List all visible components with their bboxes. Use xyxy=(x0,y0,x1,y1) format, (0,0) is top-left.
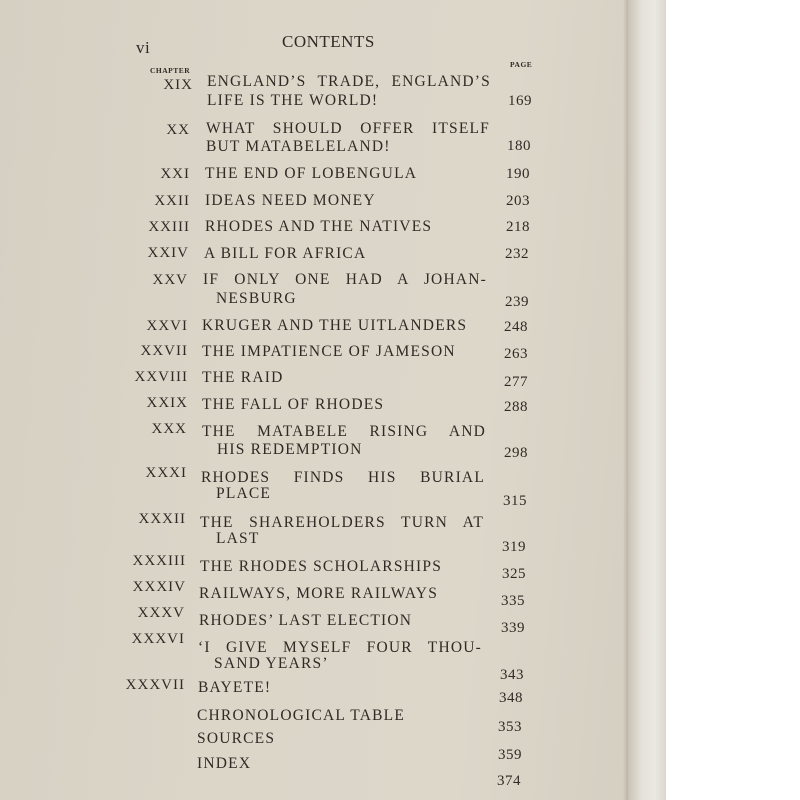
chapter-numeral: XXIII xyxy=(148,219,190,235)
chapter-title: WHAT SHOULD OFFER ITSELF xyxy=(206,120,490,137)
chapter-title-continued: HIS REDEMPTION xyxy=(217,441,363,458)
chapter-numeral: XXI xyxy=(160,166,190,182)
page-title: CONTENTS xyxy=(282,32,375,51)
chapter-title-continued: LAST xyxy=(216,530,260,547)
chapter-column-label: CHAPTER xyxy=(150,66,191,75)
page-number: 180 xyxy=(507,138,531,154)
page-number: 218 xyxy=(506,219,530,235)
page-number: 288 xyxy=(504,399,528,415)
chapter-numeral: XXXVI xyxy=(131,631,185,647)
chapter-numeral: XXXIII xyxy=(132,553,186,569)
page-number: 348 xyxy=(499,690,523,706)
chapter-title: KRUGER AND THE UITLANDERS xyxy=(202,317,468,334)
page-number: 169 xyxy=(508,93,532,109)
page-number: 190 xyxy=(506,166,530,182)
chapter-title: BAYETE! xyxy=(198,679,272,696)
page-number: 203 xyxy=(506,193,530,209)
chapter-numeral: XXVII xyxy=(140,343,188,359)
chapter-numeral: XXVI xyxy=(146,318,188,334)
page-number: 277 xyxy=(504,374,528,390)
chapter-title-continued: LIFE IS THE WORLD! xyxy=(207,92,379,109)
page-number: 325 xyxy=(502,566,526,582)
chapter-numeral: XIX xyxy=(163,77,193,93)
page-number: 239 xyxy=(505,294,529,310)
chapter-numeral: XXX xyxy=(151,421,187,437)
page-number: 319 xyxy=(502,539,526,555)
chapter-numeral: XXXII xyxy=(138,511,186,527)
chapter-title: THE FALL OF RHODES xyxy=(202,396,385,413)
page-number: 343 xyxy=(500,667,524,683)
chapter-numeral: XXIX xyxy=(146,395,188,411)
chapter-numeral: XXIV xyxy=(147,245,189,261)
chapter-title: IF ONLY ONE HAD A JOHAN- xyxy=(203,271,487,288)
chapter-title: CHRONOLOGICAL TABLE xyxy=(197,707,405,724)
chapter-title: INDEX xyxy=(197,755,252,772)
page-column-label: PAGE xyxy=(510,60,533,69)
chapter-title: THE RAID xyxy=(202,369,284,386)
page-number: 248 xyxy=(504,319,528,335)
folio-number: vi xyxy=(136,38,151,57)
page-number: 374 xyxy=(497,773,521,789)
chapter-title: RAILWAYS, MORE RAILWAYS xyxy=(199,585,439,602)
chapter-title-continued: SAND YEARS’ xyxy=(214,655,329,672)
chapter-numeral: XXXVII xyxy=(125,677,185,693)
page-number: 359 xyxy=(498,747,522,763)
chapter-title: THE IMPATIENCE OF JAMESON xyxy=(202,343,456,360)
chapter-title: RHODES’ LAST ELECTION xyxy=(199,612,413,629)
chapter-title: SOURCES xyxy=(197,730,276,747)
chapter-title: ‘I GIVE MYSELF FOUR THOU- xyxy=(198,639,482,656)
page-number: 232 xyxy=(505,246,529,262)
chapter-numeral: XXVIII xyxy=(134,369,188,385)
chapter-title: THE SHAREHOLDERS TURN AT xyxy=(200,514,484,531)
chapter-title: THE END OF LOBENGULA xyxy=(205,165,418,182)
chapter-title: THE MATABELE RISING AND xyxy=(202,423,486,440)
chapter-numeral: XXV xyxy=(152,272,188,288)
chapter-title: THE RHODES SCHOLARSHIPS xyxy=(200,558,443,575)
page-edge xyxy=(628,0,666,800)
white-backdrop xyxy=(666,0,800,800)
chapter-title-continued: NESBURG xyxy=(216,290,297,307)
chapter-numeral: XXXV xyxy=(137,605,185,621)
chapter-title: RHODES AND THE NATIVES xyxy=(205,218,433,235)
chapter-title: IDEAS NEED MONEY xyxy=(205,192,376,209)
chapter-title: A BILL FOR AFRICA xyxy=(204,245,367,262)
chapter-numeral: XXXIV xyxy=(132,579,186,595)
chapter-title: RHODES FINDS HIS BURIAL xyxy=(201,469,485,486)
chapter-title-continued: BUT MATABELELAND! xyxy=(206,138,391,155)
chapter-numeral: XXXI xyxy=(145,465,187,481)
page-number: 298 xyxy=(504,445,528,461)
page-number: 339 xyxy=(501,620,525,636)
page-number: 263 xyxy=(504,346,528,362)
page-number: 353 xyxy=(498,719,522,735)
page-number: 315 xyxy=(503,493,527,509)
chapter-title: ENGLAND’S TRADE, ENGLAND’S xyxy=(207,73,491,90)
chapter-numeral: XXII xyxy=(154,193,190,209)
page-number: 335 xyxy=(501,593,525,609)
chapter-title-continued: PLACE xyxy=(216,485,272,502)
chapter-numeral: XX xyxy=(166,122,190,138)
